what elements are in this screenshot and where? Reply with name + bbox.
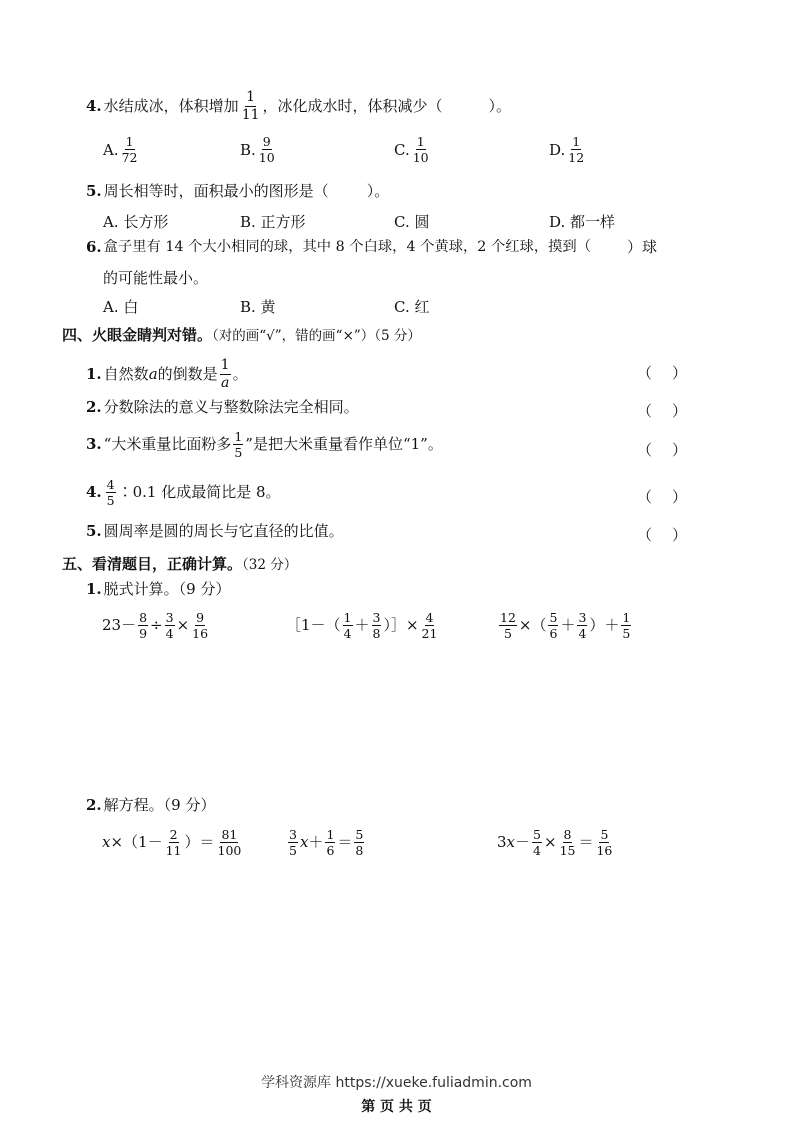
calc-expr-1: 23－ $\frac{8}{9}$ ÷ $\frac{3}{4}$ × $\frac{9}{16}$	[102, 610, 209, 642]
q5-number: 5.	[86, 182, 102, 200]
judge-item-4-fraction: $\frac{4}{5}$	[106, 477, 115, 509]
q6-line2: 的可能性最小。	[103, 269, 209, 287]
answer-paren-3[interactable]: （ ）	[637, 441, 687, 459]
calc-heading: 1. 脱式计算。（9 分）	[86, 580, 231, 598]
q4-fraction: $\frac{1}{11}$	[241, 89, 260, 123]
judge-item-1-fraction: $\frac{1}{a}$	[220, 357, 230, 391]
variable-a: a	[148, 364, 158, 383]
answer-paren-1[interactable]: （ ）	[637, 364, 687, 382]
section4-note: （对的画“√”，错的画“×”）（5 分）	[212, 328, 421, 344]
section4-title: 四、火眼金睛判对错。	[62, 326, 213, 344]
q4-option-b-fraction: $\frac{9}{10}$	[258, 134, 275, 166]
q6-number: 6.	[86, 238, 102, 256]
q4-option-b[interactable]: B. $\frac{9}{10}$	[240, 134, 275, 166]
q4-close: ）。	[488, 96, 512, 115]
judge-item-4: 4. $\frac{4}{5}$ ∶0.1 化成最简比是 8。	[86, 477, 281, 509]
q5-option-b[interactable]: B. 正方形	[240, 213, 306, 231]
q6-option-b[interactable]: B. 黄	[240, 298, 276, 316]
q5-close: ）。	[366, 182, 390, 200]
section5-title: 五、看清题目，正确计算。	[62, 555, 243, 573]
judge-item-5: 5. 圆周率是圆的周长与它直径的比值。	[86, 522, 344, 540]
answer-paren-2[interactable]: （ ）	[637, 402, 687, 420]
section5-note: （32 分）	[242, 557, 298, 573]
judge-item-3-fraction: $\frac{1}{5}$	[234, 429, 243, 461]
q4-number: 4.	[86, 96, 102, 115]
q4-text-before: 水结成冰，体积增加	[103, 96, 239, 115]
q6-close: ）球	[627, 238, 658, 256]
q4-option-c-fraction: $\frac{1}{10}$	[412, 134, 429, 166]
page-number: 第 页 共 页	[361, 1099, 432, 1115]
equation-1: x ×（1－ $\frac{2}{11}$ ）＝ $\frac{81}{100}$	[102, 827, 242, 859]
judge-item-2: 2. 分数除法的意义与整数除法完全相同。	[86, 398, 359, 416]
judge-item-1: 1. 自然数 a 的倒数是 $\frac{1}{a}$ 。	[86, 357, 248, 391]
q4-stem	[86, 90, 511, 122]
q4-option-a-fraction: $\frac{1}{72}$	[121, 134, 138, 166]
section4-heading	[62, 324, 421, 345]
q5-text: 周长相等时，面积最小的图形是（	[103, 182, 329, 200]
footer-source-link[interactable]: 学科资源库 https://xueke.fuliadmin.com	[261, 1075, 532, 1091]
equation-2: $\frac{3}{5}$ x ＋ $\frac{1}{6}$ ＝ $\frac{5}{8}$	[289, 827, 364, 859]
q6-text: 盒子里有 14 个大小相同的球，其中 8 个白球，4 个黄球，2 个红球，摸到（	[103, 239, 592, 256]
calc-expr-3: $\frac{12}{5}$ ×（ $\frac{5}{6}$ ＋ $\frac{3}{4}$ ）＋ $\frac{1}{5}$	[500, 610, 631, 642]
q4-option-d-fraction: $\frac{1}{12}$	[568, 134, 585, 166]
judge-item-3: 3. “大米重量比面粉多 $\frac{1}{5}$ ”是把大米重量看作单位“1”。	[86, 429, 443, 461]
q5-stem	[86, 184, 389, 199]
calc-expr-2: ［1－（ $\frac{1}{4}$ ＋ $\frac{3}{8}$ ）］× $\frac{4}{21}$	[286, 610, 438, 642]
q5-option-c[interactable]: C. 圆	[394, 213, 430, 231]
answer-paren-4[interactable]: （ ）	[637, 488, 687, 506]
q4-option-d[interactable]: D. $\frac{1}{12}$	[549, 134, 585, 166]
q4-option-a[interactable]: A. $\frac{1}{72}$	[103, 134, 138, 166]
equation-3: 3 x － $\frac{5}{4}$ × $\frac{8}{15}$ ＝ $\frac{5}{16}$	[497, 827, 613, 859]
q5-option-d[interactable]: D. 都一样	[549, 213, 616, 231]
q5-option-a[interactable]: A. 长方形	[103, 213, 169, 231]
q6-option-a[interactable]: A. 白	[103, 298, 139, 316]
q6-option-c[interactable]: C. 红	[394, 298, 430, 316]
section5-heading	[62, 553, 297, 574]
q4-text-after: ，冰化成水时，体积减少（	[262, 96, 443, 115]
equation-heading: 2. 解方程。（9 分）	[86, 796, 216, 814]
q4-option-c[interactable]: C. $\frac{1}{10}$	[394, 134, 429, 166]
q6-stem	[86, 240, 657, 255]
answer-paren-5[interactable]: （ ）	[637, 526, 687, 544]
